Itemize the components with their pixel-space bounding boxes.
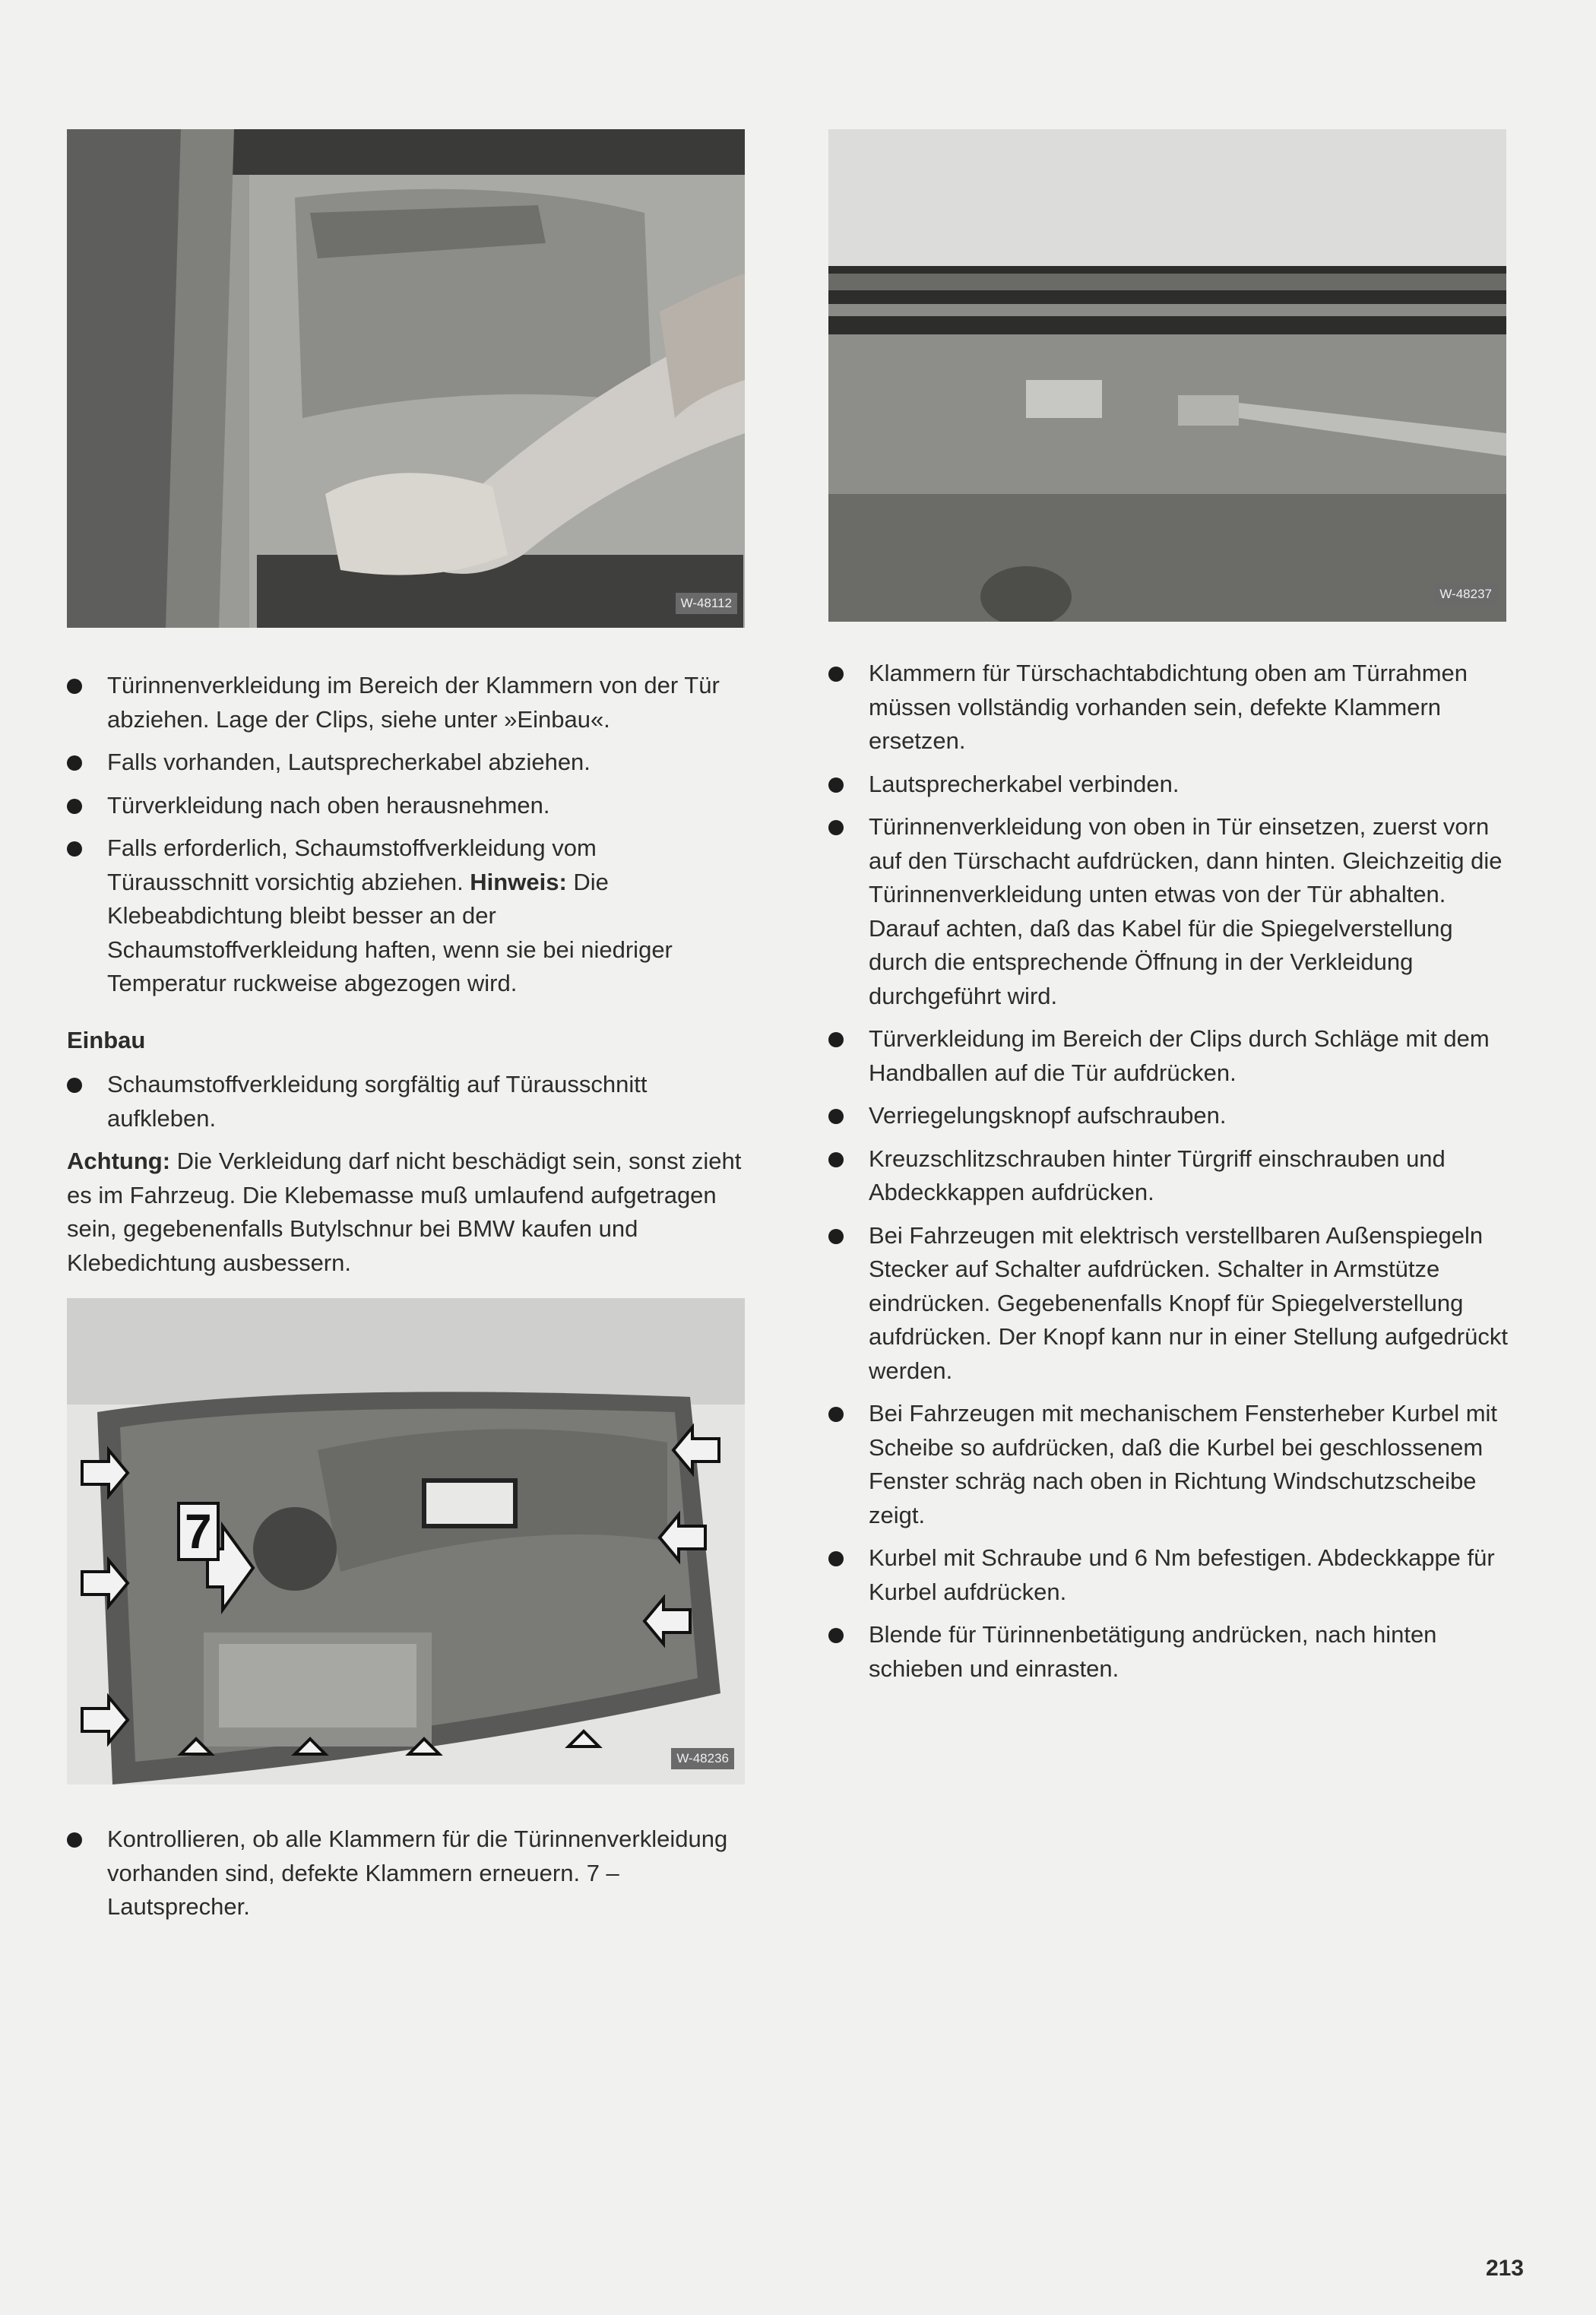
bullet-icon [828,667,844,682]
left-column [67,669,743,1289]
bullet-icon [67,841,82,857]
warning-label: Achtung: [67,1148,171,1174]
bullet-icon [828,777,844,793]
list-item: Türverkleidung im Bereich der Clips durch Schläge mit dem Handballen auf die Tür aufdrücken. [828,1022,1512,1090]
bullet-icon [828,820,844,835]
door-panel-clips-photo [67,1298,745,1785]
callout-number: 7 [177,1502,220,1561]
bullet-icon [67,679,82,694]
list-item: Kurbel mit Schraube und 6 Nm befestigen. Abdeckkappe für Kurbel aufdrücken. [828,1541,1512,1609]
list-item: Falls erforderlich, Schaumstoffverkleidung vom Türausschnitt vorsichtig abziehen. Hinweis: Die Klebeabdichtung bleibt besser an der Schaumstoffverkleidung haften, wenn sie bei niedriger Temperatur ruckweise abgezogen wird. [67,831,743,1001]
list-item: Türinnenverkleidung im Bereich der Klammern von der Tür abziehen. Lage der Clips, siehe unter »Einbau«. [67,669,743,736]
list-item: Blende für Türinnenbetätigung andrücken, nach hinten schieben und einrasten. [828,1618,1512,1686]
window-channel-photo [828,129,1506,622]
left-bottom-column [67,1823,743,1933]
bullet-icon [828,1628,844,1643]
warning-paragraph: Achtung: Die Verkleidung darf nicht beschädigt sein, sonst zieht es im Fahrzeug. Die Klebemasse muß umlaufend aufgetragen sein, gegebenenfalls Butylschnur bei BMW kaufen und Klebedichtung ausbessern. [67,1148,742,1276]
bullet-icon [828,1109,844,1124]
bullet-icon [828,1407,844,1422]
list-item: Falls vorhanden, Lautsprecherkabel abziehen. [67,746,743,780]
bullet-icon [67,755,82,771]
list-item: Türverkleidung nach oben herausnehmen. [67,789,743,823]
list-item: Kontrollieren, ob alle Klammern für die Türinnenverkleidung vorhanden sind, defekte Klammern erneuern. 7 – Lautsprecher. [67,1823,743,1924]
page-number: 213 [1485,2256,1524,2281]
list-item: Bei Fahrzeugen mit mechanischem Fensterheber Kurbel mit Scheibe so aufdrücken, daß die Kurbel bei geschlossenem Fenster schräg nach oben in Richtung Windschutzscheibe zeigt. [828,1397,1512,1532]
list-item: Schaumstoffverkleidung sorgfältig auf Türausschnitt aufkleben. [67,1068,743,1135]
bullet-icon [828,1551,844,1566]
right-column [828,657,1512,1695]
bullet-icon [828,1152,844,1167]
hint-label: Hinweis: [470,868,567,895]
photo-code: W-48237 [1434,584,1497,605]
bullet-icon [828,1032,844,1047]
door-removal-photo [67,129,745,628]
list-item: Klammern für Türschachtabdichtung oben am Türrahmen müssen vollständig vorhanden sein, defekte Klammern ersetzen. [828,657,1512,758]
list-item: Türinnenverkleidung von oben in Tür einsetzen, zuerst vorn auf den Türschacht aufdrücken, dann hinten. Gleichzeitig die Türinnenverkleidung unten etwas von der Tür abhalten. Darauf achten, daß das Kabel für die Spiegelverstellung durch die entsprechende Öffnung in der Verkleidung durchgeführt wird. [828,810,1512,1013]
list-item: Bei Fahrzeugen mit elektrisch verstellbaren Außenspiegeln Stecker auf Schalter aufdrücken. Schalter in Armstütze eindrücken. Gegebenenfalls Knopf für Spiegelverstellung aufdrücken. Der Knopf kann nur in einer Stellung aufgedrückt werden. [828,1219,1512,1389]
bullet-icon [67,799,82,814]
section-heading: Einbau [67,1026,146,1053]
list-item: Kreuzschlitzschrauben hinter Türgriff einschrauben und Abdeckkappen aufdrücken. [828,1142,1512,1210]
list-item: Lautsprecherkabel verbinden. [828,768,1512,802]
photo-code: W-48112 [676,593,737,614]
bullet-icon [67,1832,82,1848]
photo-code: W-48236 [671,1748,734,1769]
bullet-icon [828,1229,844,1244]
bullet-icon [67,1078,82,1093]
list-item: Verriegelungsknopf aufschrauben. [828,1099,1512,1133]
